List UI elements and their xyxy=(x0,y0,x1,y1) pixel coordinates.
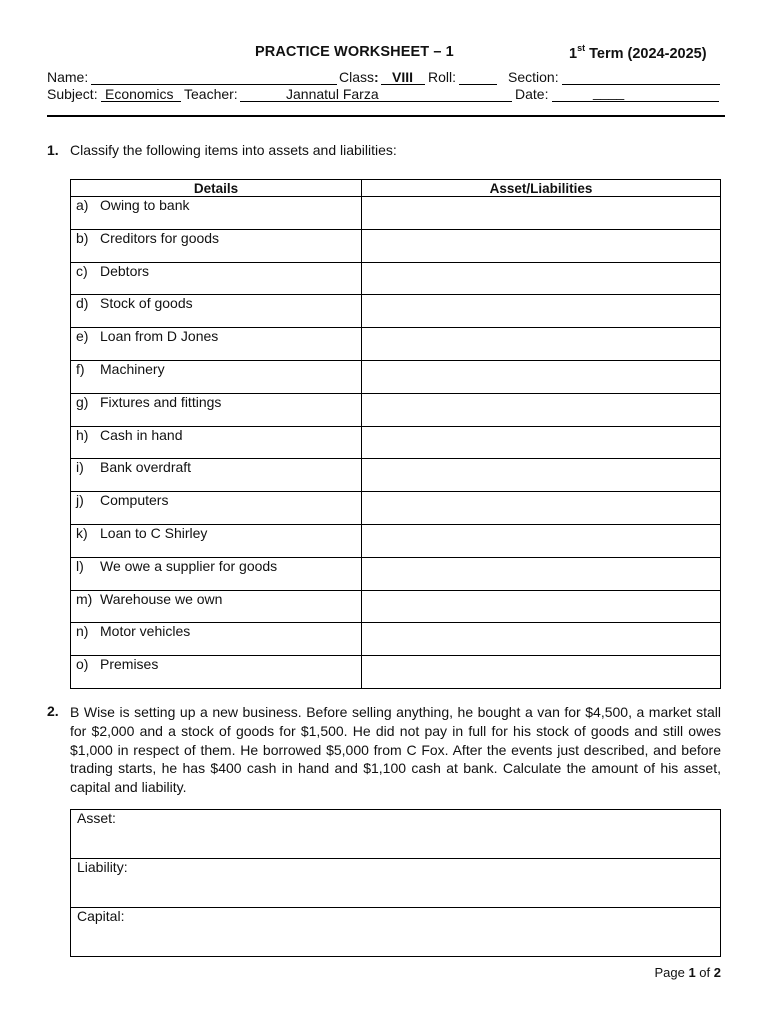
item-letter: l) xyxy=(76,557,84,574)
section-field-line[interactable] xyxy=(562,70,720,85)
item-letter: e) xyxy=(76,328,89,345)
item-letter: m) xyxy=(76,590,93,607)
detail-cell xyxy=(71,492,362,525)
item-text: Warehouse we own xyxy=(100,590,223,607)
answer-cell[interactable] xyxy=(362,295,721,328)
detail-cell xyxy=(71,426,362,459)
answer-capital-label: Capital: xyxy=(77,908,125,924)
detail-cell xyxy=(71,557,362,590)
table-row xyxy=(71,262,721,295)
answer-cell[interactable] xyxy=(362,262,721,295)
table-header-row xyxy=(71,180,721,197)
answer-cell[interactable] xyxy=(362,229,721,262)
item-letter: k) xyxy=(76,524,88,541)
section-label: Section: xyxy=(508,69,559,85)
table-row xyxy=(71,229,721,262)
item-letter: j) xyxy=(76,492,84,509)
table-row xyxy=(71,328,721,361)
detail-cell xyxy=(71,360,362,393)
table-row xyxy=(71,623,721,656)
q2-number: 2. xyxy=(47,703,59,719)
col-header-details: Details xyxy=(71,180,362,197)
item-letter: a) xyxy=(76,197,89,213)
answer-asset[interactable] xyxy=(71,810,720,859)
item-text: Creditors for goods xyxy=(100,229,220,246)
date-value: ____ xyxy=(593,84,625,100)
table-row xyxy=(71,590,721,623)
term-rest: Term (2024-2025) xyxy=(585,45,707,62)
item-letter: i) xyxy=(76,459,84,476)
answer-cell[interactable] xyxy=(362,426,721,459)
detail-cell xyxy=(71,229,362,262)
term-suffix: st xyxy=(577,43,586,53)
answer-cell[interactable] xyxy=(362,393,721,426)
item-text: Loan from D Jones xyxy=(100,328,219,345)
item-letter: h) xyxy=(76,426,89,443)
detail-cell xyxy=(71,524,362,557)
q1-number: 1. xyxy=(47,142,59,158)
detail-cell xyxy=(71,656,362,689)
answer-cell[interactable] xyxy=(362,328,721,361)
table-row xyxy=(71,295,721,328)
item-text: Loan to C Shirley xyxy=(100,524,208,541)
item-letter: g) xyxy=(76,393,89,410)
detail-cell xyxy=(71,295,362,328)
item-text: Bank overdraft xyxy=(100,459,192,476)
answer-liability[interactable] xyxy=(71,859,720,908)
item-text: Computers xyxy=(100,492,169,509)
answer-box xyxy=(70,809,721,957)
answer-cell[interactable] xyxy=(362,590,721,623)
item-letter: d) xyxy=(76,295,89,312)
item-letter: b) xyxy=(76,229,89,246)
item-text: Fixtures and fittings xyxy=(100,393,222,410)
answer-cell[interactable] xyxy=(362,492,721,525)
detail-cell xyxy=(71,623,362,656)
subject-label: Subject: xyxy=(47,86,98,102)
term-label xyxy=(569,44,707,62)
item-letter: c) xyxy=(76,262,88,279)
answer-capital[interactable] xyxy=(71,908,720,956)
q2-text: B Wise is setting up a new business. Before selling anything, he bought a van for $4,500, a market stall for $2,000 and a stock of goods for $1,500. He did not pay in full for his stock of goods and still owes $1,000 in respect of them. He borrowed $5,000 from C Fox. After the events just described, and before trading starts, he has $400 cash in hand and $1,100 cash at bank. Calculate the amount of his asset, capital and liability. xyxy=(70,704,721,796)
answer-cell[interactable] xyxy=(362,360,721,393)
item-letter: f) xyxy=(76,360,85,377)
q1-text: Classify the following items into assets and liabilities: xyxy=(70,142,397,158)
table-row xyxy=(71,524,721,557)
name-field-line[interactable] xyxy=(91,70,337,85)
detail-cell xyxy=(71,393,362,426)
term-ordinal: 1 xyxy=(569,45,578,62)
detail-cell xyxy=(71,328,362,361)
date-field-line[interactable] xyxy=(552,87,719,102)
teacher-label: Teacher: xyxy=(184,86,238,102)
header-divider xyxy=(47,115,725,117)
teacher-value: Jannatul Farza xyxy=(286,86,379,102)
class-label: Class: xyxy=(339,69,379,85)
class-value: VIII xyxy=(392,69,414,85)
roll-field-line[interactable] xyxy=(459,70,497,85)
detail-cell xyxy=(71,459,362,492)
classification-table xyxy=(70,179,721,689)
item-letter: n) xyxy=(76,623,89,640)
answer-cell[interactable] xyxy=(362,524,721,557)
date-label: Date: xyxy=(515,86,549,102)
page-number: Page 1 of 2 xyxy=(654,965,721,980)
table-row xyxy=(71,197,721,230)
item-letter: o) xyxy=(76,656,89,673)
table-row xyxy=(71,459,721,492)
item-text: Premises xyxy=(100,656,159,673)
answer-cell[interactable] xyxy=(362,459,721,492)
item-text: Debtors xyxy=(100,262,150,279)
item-text: Motor vehicles xyxy=(100,623,191,640)
table-row xyxy=(71,656,721,689)
answer-cell[interactable] xyxy=(362,197,721,230)
name-label: Name: xyxy=(47,69,89,85)
item-text: We owe a supplier for goods xyxy=(100,557,278,574)
answer-cell[interactable] xyxy=(362,557,721,590)
answer-cell[interactable] xyxy=(362,623,721,656)
col-header-asset-liabilities: Asset/Liabilities xyxy=(362,180,721,197)
table-row xyxy=(71,557,721,590)
table-row xyxy=(71,492,721,525)
table-row xyxy=(71,360,721,393)
item-text: Stock of goods xyxy=(100,295,193,312)
item-text: Cash in hand xyxy=(100,426,183,443)
answer-liability-label: Liability: xyxy=(77,859,128,875)
worksheet-title: PRACTICE WORKSHEET – 1 xyxy=(255,44,454,60)
roll-label: Roll: xyxy=(428,69,457,85)
answer-asset-label: Asset: xyxy=(77,810,116,826)
subject-value: Economics xyxy=(105,86,174,102)
table-row xyxy=(71,426,721,459)
item-text: Machinery xyxy=(100,360,165,377)
detail-cell xyxy=(71,197,362,230)
item-text: Owing to bank xyxy=(100,197,190,213)
table-row xyxy=(71,393,721,426)
detail-cell xyxy=(71,590,362,623)
answer-cell[interactable] xyxy=(362,656,721,689)
detail-cell xyxy=(71,262,362,295)
